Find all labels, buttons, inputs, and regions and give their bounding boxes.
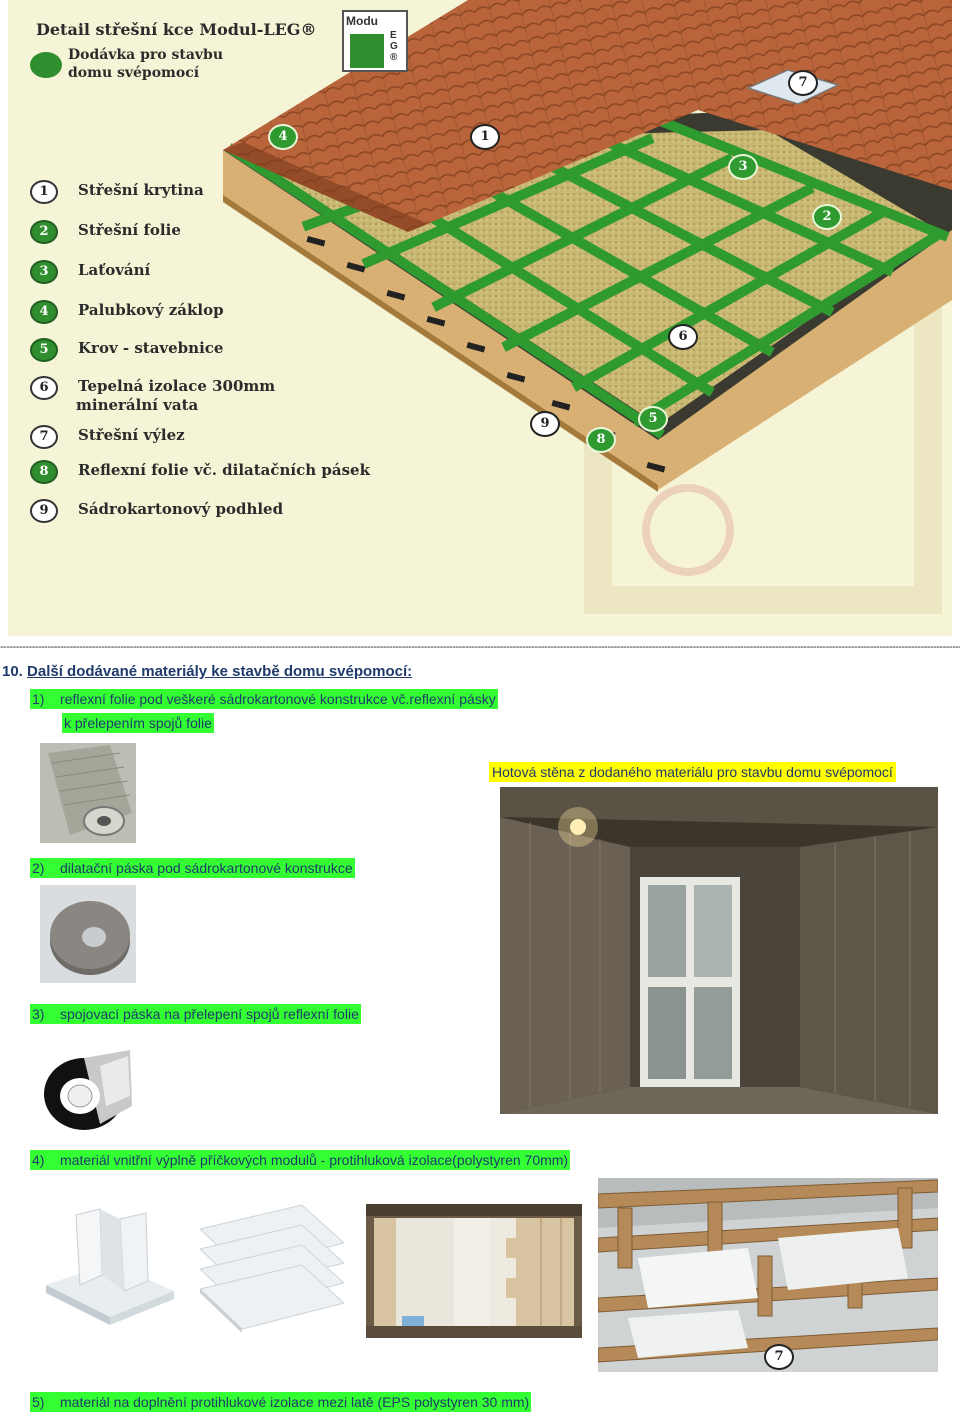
item-text: reflexní folie pod veškeré sádrokartonové konstrukce vč.reflexní pásky: [60, 691, 496, 707]
legend-label: Palubkový záklop: [78, 301, 224, 319]
legend-number: 1: [30, 180, 58, 204]
item-1-line-1: [30, 689, 498, 709]
callout-4: 4: [268, 124, 298, 150]
item-1-line-2: k přelepením spojů folie: [64, 715, 212, 731]
modul-leg-logo: [342, 10, 408, 72]
callout-6: 6: [668, 324, 698, 350]
legend-label: Střešní výlez: [78, 426, 185, 444]
section-title: Další dodávané materiály ke stavbě domu svépomocí:: [27, 663, 413, 680]
legend-label: Sádrokartonový podhled: [78, 500, 284, 518]
item-text: dilatační páska pod sádrokartonové konstrukce: [60, 860, 353, 876]
callout-5: 5: [638, 406, 668, 432]
joint-tape-photo: [40, 1036, 136, 1134]
callout-2: 2: [812, 204, 842, 230]
item-number: 1): [32, 691, 45, 707]
item-text: materiál na doplnění protihlukové izolace mezi latě (EPS polystyren 30 mm): [60, 1394, 530, 1410]
item-number: 2): [32, 860, 45, 876]
legend-number: 9: [30, 499, 58, 523]
legend-label: Laťování: [78, 261, 151, 279]
item-2: [30, 858, 355, 878]
legend-number: 3: [30, 260, 58, 284]
polystyrene-modules-photo: [598, 1178, 938, 1372]
item-5: [30, 1392, 531, 1412]
polystyrene-wall-photo: [366, 1204, 582, 1338]
finished-wall-caption: Hotová stěna z dodaného materiálu pro stavbu domu svépomocí: [489, 762, 896, 782]
roof-detail-diagram: [8, 0, 952, 636]
callout-8: 8: [586, 427, 616, 453]
finished-wall-photo: [500, 787, 938, 1114]
legend-label-cont: minerální vata: [76, 396, 199, 414]
diagram-title: Detail střešní kce Modul-LEG®: [36, 20, 317, 39]
callout-7: 7: [788, 70, 818, 96]
legend-number: 8: [30, 460, 58, 484]
reflective-foil-roll-photo: [40, 743, 136, 843]
item-text: spojovací páska na přelepení spojů reflexní folie: [60, 1006, 359, 1022]
callout-9: 9: [530, 411, 560, 437]
dashed-separator: [0, 641, 960, 653]
legend-number: 7: [30, 425, 58, 449]
polystyrene-profile-photo: [40, 1205, 176, 1327]
item-text: materiál vnitřní výplně příčkových modulů - protihluková izolace(polystyren 70mm): [60, 1152, 569, 1168]
item-number: 4): [32, 1152, 45, 1168]
legend-number: 5: [30, 338, 58, 362]
item-number: 5): [32, 1394, 45, 1410]
logo-text: Modu: [346, 14, 378, 28]
legend-label: Tepelná izolace 300mm: [78, 377, 276, 395]
legend-number: 2: [30, 220, 58, 244]
legend-label: Reflexní folie vč. dilatačních pásek: [78, 461, 370, 479]
subtitle-line-2: domu svépomocí: [68, 65, 200, 81]
diagram-subtitle: [68, 46, 223, 82]
legend-number: 6: [30, 376, 58, 400]
callout-1: 1: [470, 124, 500, 150]
polystyrene-boards-photo: [198, 1203, 346, 1333]
section-number: 10.: [2, 663, 23, 680]
item-3: [30, 1004, 361, 1024]
logo-green-square: [350, 34, 384, 68]
green-marker-dot: [30, 52, 62, 78]
legend-number: 4: [30, 300, 58, 324]
item-number: 3): [32, 1006, 45, 1022]
callout-3: 3: [728, 154, 758, 180]
photo-callout-7: 7: [764, 1344, 794, 1370]
subtitle-line-1: Dodávka pro stavbu: [68, 47, 224, 63]
section-heading: [2, 663, 412, 680]
legend-label: Střešní folie: [78, 221, 181, 239]
dilatation-tape-photo: [40, 885, 136, 983]
item-4: [30, 1150, 570, 1170]
legend-label: Krov - stavebnice: [78, 339, 224, 357]
legend-label: Střešní krytina: [78, 181, 204, 199]
logo-letters: E G ®: [390, 30, 398, 63]
